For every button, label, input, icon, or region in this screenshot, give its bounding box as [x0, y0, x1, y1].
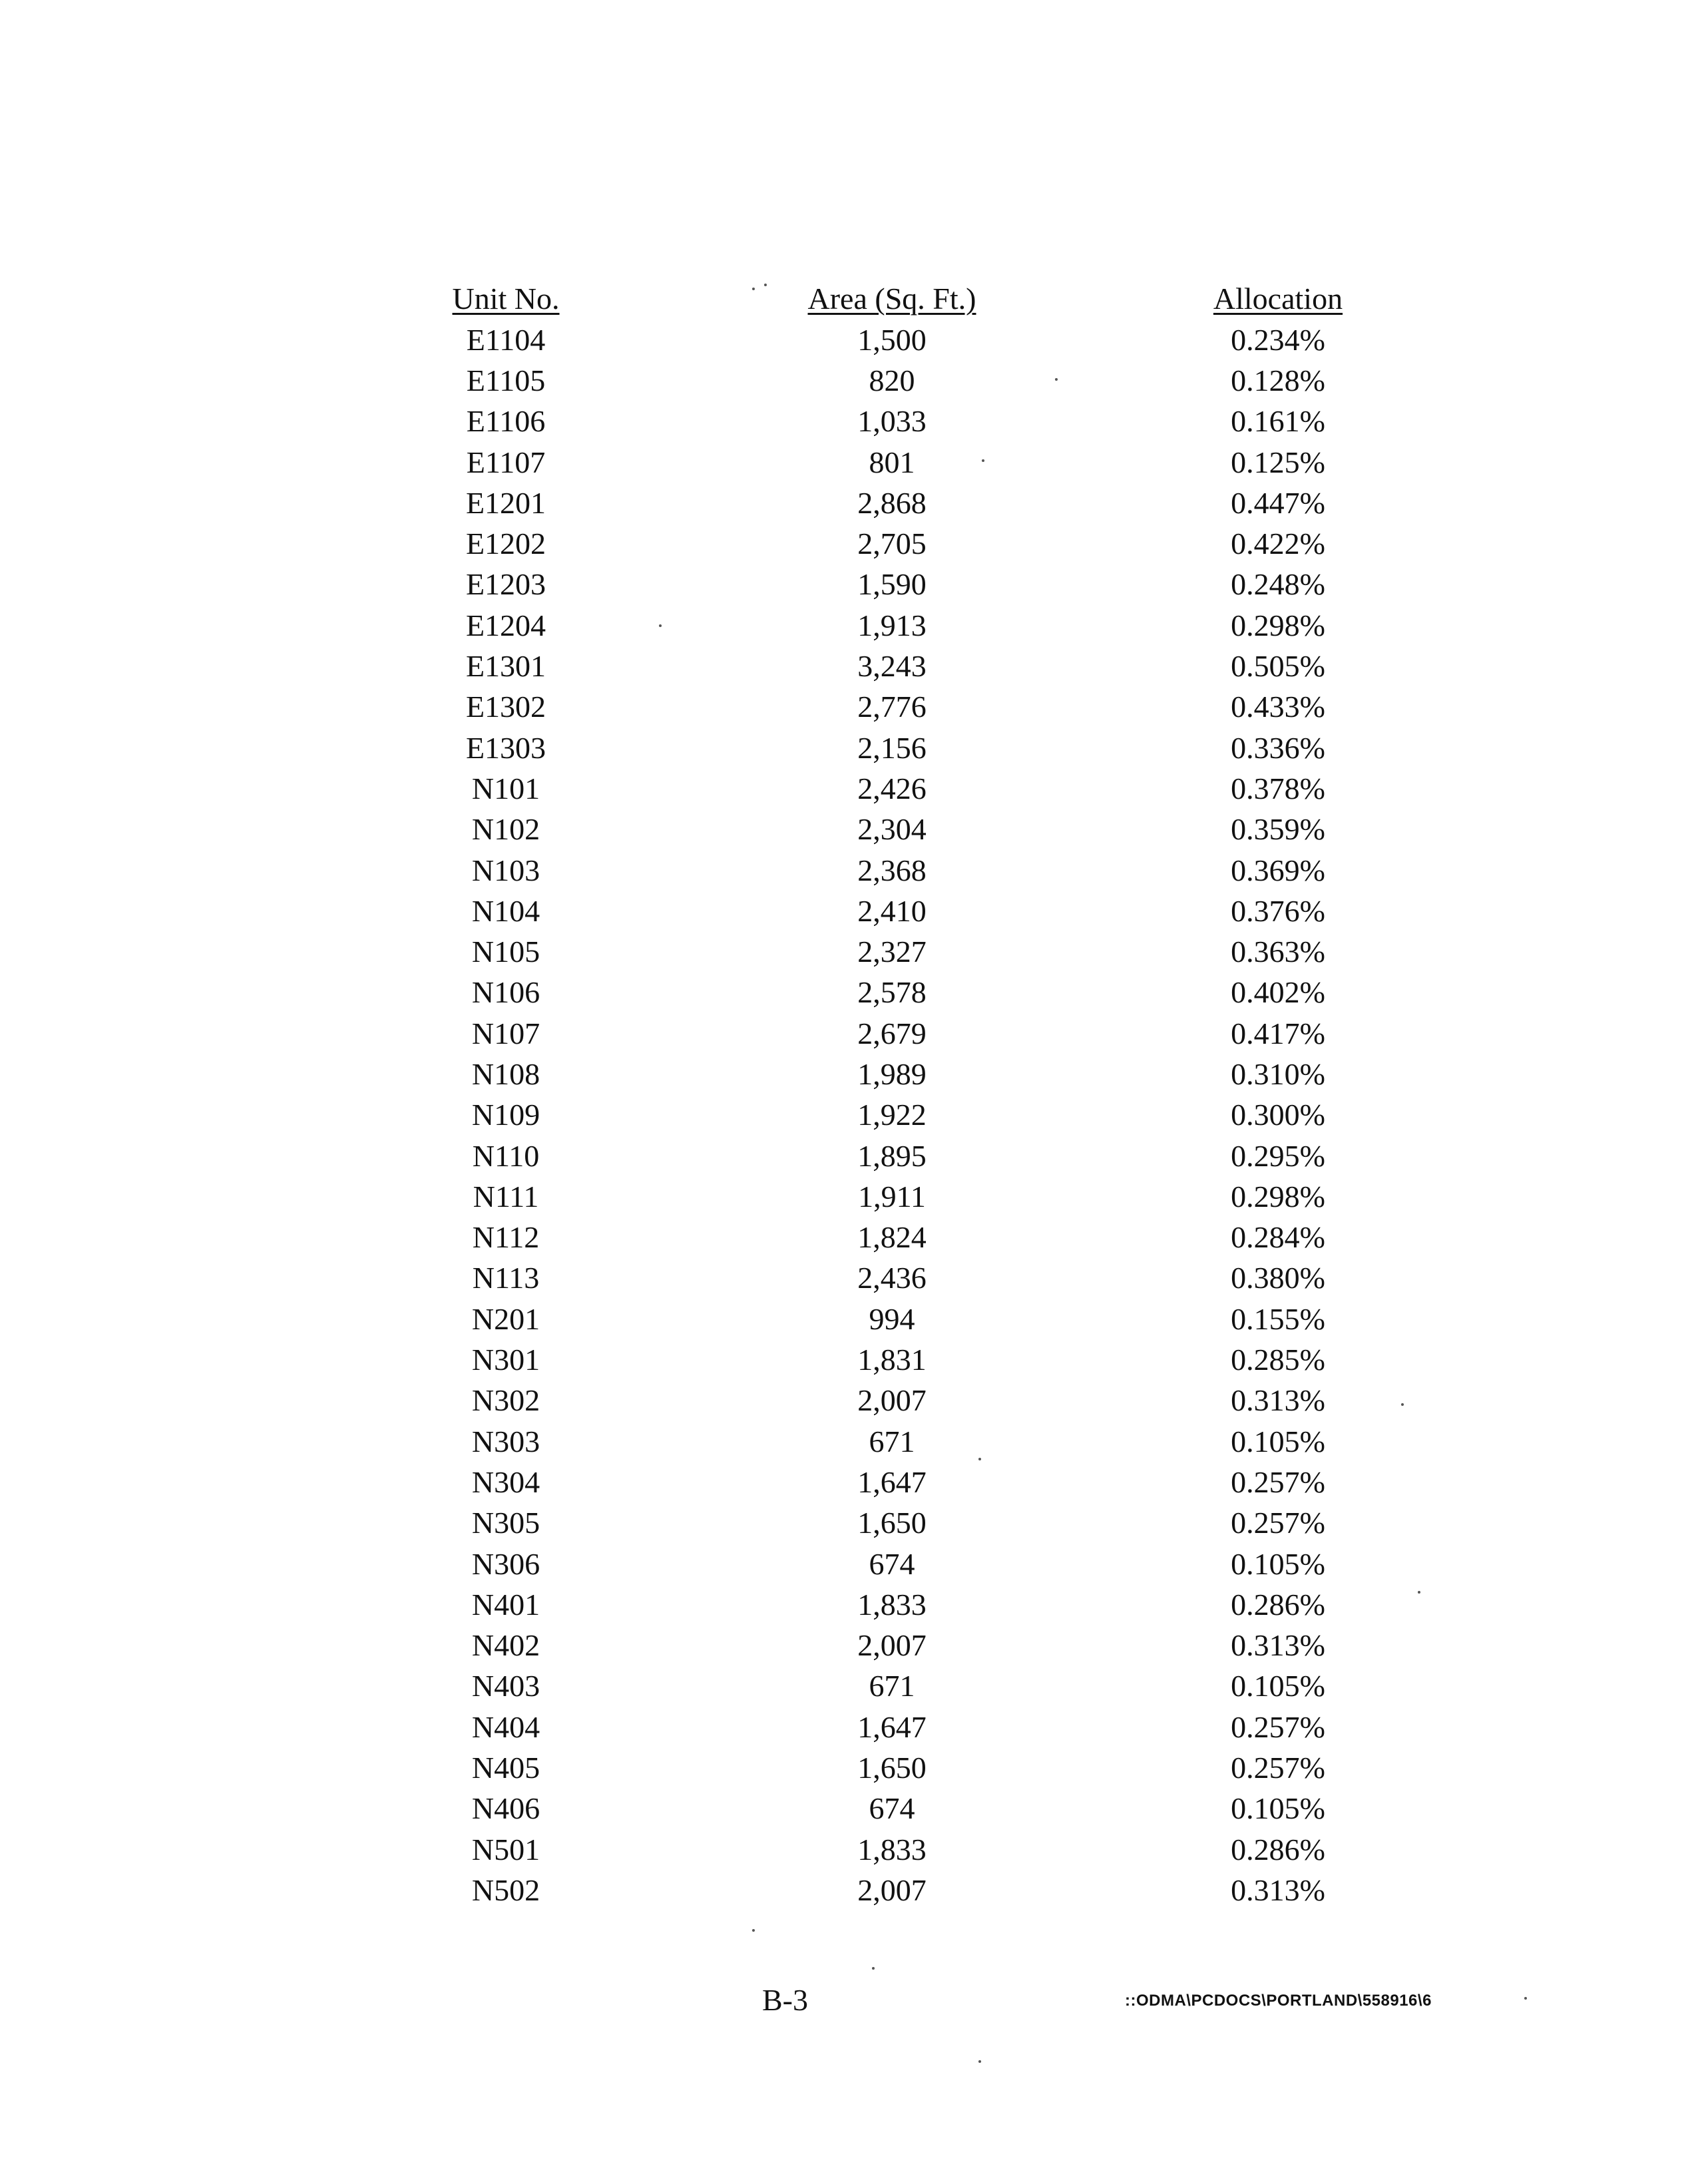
cell-area: 2,776 [857, 690, 927, 724]
table-row [373, 401, 1478, 442]
scan-speck [1401, 1403, 1404, 1406]
cell-unit-no: N301 [471, 1343, 540, 1377]
cell-area: 1,913 [857, 608, 927, 642]
cell-area: 671 [869, 1424, 915, 1458]
cell-area: 2,426 [857, 771, 927, 805]
cell-unit-no: N201 [471, 1301, 540, 1336]
scan-speck [764, 284, 767, 286]
cell-area: 2,436 [857, 1261, 927, 1295]
cell-area: 674 [869, 1546, 915, 1581]
scan-speck [752, 288, 755, 290]
table-row [373, 1136, 1478, 1176]
cell-allocation: 0.313% [1231, 1383, 1325, 1418]
table-row [373, 1747, 1478, 1788]
cell-unit-no: N403 [471, 1669, 540, 1703]
table-row [373, 1707, 1478, 1747]
table-row [373, 1217, 1478, 1258]
cell-allocation: 0.363% [1231, 935, 1325, 969]
cell-area: 801 [869, 445, 915, 479]
header-area: Area (Sq. Ft.) [807, 282, 976, 316]
cell-unit-no: N406 [471, 1791, 540, 1826]
cell-unit-no: N402 [471, 1628, 540, 1663]
cell-unit-no: N404 [471, 1709, 540, 1744]
cell-unit-no: N302 [471, 1383, 540, 1418]
table-row [373, 1013, 1478, 1054]
scan-speck [1418, 1591, 1420, 1594]
cell-allocation: 0.310% [1231, 1056, 1325, 1091]
cell-allocation: 0.257% [1231, 1506, 1325, 1540]
table-row [373, 1339, 1478, 1380]
cell-unit-no: N401 [471, 1587, 540, 1622]
table-row [373, 850, 1478, 891]
cell-area: 1,647 [857, 1464, 927, 1499]
cell-allocation: 0.105% [1231, 1424, 1325, 1458]
cell-allocation: 0.313% [1231, 1628, 1325, 1663]
cell-unit-no: E1106 [466, 404, 546, 439]
table-row [373, 483, 1478, 523]
table-row [373, 1544, 1478, 1584]
table-row [373, 1258, 1478, 1299]
cell-unit-no: N306 [471, 1546, 540, 1581]
cell-unit-no: N106 [471, 975, 540, 1010]
cell-area: 2,304 [857, 812, 927, 847]
cell-unit-no: N108 [471, 1056, 540, 1091]
cell-area: 1,895 [857, 1138, 927, 1173]
cell-allocation: 0.336% [1231, 730, 1325, 765]
cell-allocation: 0.257% [1231, 1709, 1325, 1744]
cell-area: 1,989 [857, 1056, 927, 1091]
cell-unit-no: N113 [472, 1261, 540, 1295]
cell-allocation: 0.105% [1231, 1669, 1325, 1703]
table-body [373, 320, 1478, 1911]
table-row [373, 564, 1478, 605]
cell-allocation: 0.417% [1231, 1016, 1325, 1050]
cell-unit-no: N110 [472, 1138, 540, 1173]
cell-area: 671 [869, 1669, 915, 1703]
cell-unit-no: E1202 [465, 527, 546, 561]
table-row [373, 1421, 1478, 1462]
cell-area: 2,327 [857, 935, 927, 969]
document-path: ::ODMA\PCDOCS\PORTLAND\558916\6 [1125, 1992, 1432, 2010]
cell-allocation: 0.380% [1231, 1261, 1325, 1295]
cell-allocation: 0.433% [1231, 690, 1325, 724]
cell-unit-no: N501 [471, 1832, 540, 1866]
scan-speck [1055, 378, 1058, 381]
cell-allocation: 0.402% [1231, 975, 1325, 1010]
cell-area: 820 [869, 363, 915, 397]
cell-unit-no: N112 [472, 1220, 540, 1255]
cell-allocation: 0.105% [1231, 1546, 1325, 1581]
cell-unit-no: E1104 [466, 322, 546, 357]
cell-allocation: 0.359% [1231, 812, 1325, 847]
table-row [373, 931, 1478, 972]
cell-allocation: 0.284% [1231, 1220, 1325, 1255]
cell-area: 1,033 [857, 404, 927, 439]
cell-allocation: 0.286% [1231, 1832, 1325, 1866]
cell-area: 2,368 [857, 853, 927, 887]
page-number: B-3 [762, 1983, 808, 2017]
cell-allocation: 0.105% [1231, 1791, 1325, 1826]
cell-area: 1,650 [857, 1506, 927, 1540]
cell-unit-no: N104 [471, 893, 540, 928]
cell-area: 2,705 [857, 527, 927, 561]
cell-area: 1,833 [857, 1832, 927, 1866]
cell-area: 1,911 [858, 1179, 926, 1213]
cell-area: 2,007 [857, 1628, 927, 1663]
cell-unit-no: N303 [471, 1424, 540, 1458]
header-allocation: Allocation [1213, 282, 1343, 316]
cell-allocation: 0.505% [1231, 649, 1325, 684]
cell-unit-no: E1302 [465, 690, 546, 724]
cell-allocation: 0.298% [1231, 1179, 1325, 1213]
cell-unit-no: N305 [471, 1506, 540, 1540]
cell-allocation: 0.234% [1231, 322, 1325, 357]
cell-allocation: 0.295% [1231, 1138, 1325, 1173]
cell-allocation: 0.155% [1231, 1301, 1325, 1336]
cell-allocation: 0.369% [1231, 853, 1325, 887]
cell-area: 1,922 [857, 1098, 927, 1132]
table-row [373, 1789, 1478, 1829]
cell-allocation: 0.300% [1231, 1098, 1325, 1132]
table-row [373, 1381, 1478, 1421]
cell-area: 2,007 [857, 1383, 927, 1418]
scan-speck [659, 624, 662, 627]
cell-allocation: 0.447% [1231, 485, 1325, 520]
cell-allocation: 0.313% [1231, 1872, 1325, 1907]
table-row [373, 320, 1478, 360]
cell-allocation: 0.285% [1231, 1343, 1325, 1377]
table-row [373, 768, 1478, 809]
cell-area: 2,578 [857, 975, 927, 1010]
table-row [373, 1626, 1478, 1666]
table-row [373, 891, 1478, 931]
cell-unit-no: E1203 [465, 567, 546, 602]
cell-allocation: 0.161% [1231, 404, 1325, 439]
table-row [373, 605, 1478, 646]
table-row [373, 687, 1478, 728]
cell-unit-no: N111 [473, 1179, 539, 1213]
table-row [373, 973, 1478, 1013]
cell-unit-no: N502 [471, 1872, 540, 1907]
cell-allocation: 0.422% [1231, 527, 1325, 561]
table-row [373, 360, 1478, 401]
cell-unit-no: N405 [471, 1751, 540, 1785]
cell-unit-no: N109 [471, 1098, 540, 1132]
cell-area: 674 [869, 1791, 915, 1826]
cell-unit-no: N107 [471, 1016, 540, 1050]
cell-unit-no: N304 [471, 1464, 540, 1499]
table-row [373, 1095, 1478, 1136]
cell-unit-no: N103 [471, 853, 540, 887]
cell-unit-no: N101 [471, 771, 540, 805]
scan-speck [872, 1967, 875, 1970]
table-row [373, 1666, 1478, 1707]
table-row [373, 809, 1478, 850]
scan-speck [1524, 1997, 1527, 2000]
table-row [373, 523, 1478, 564]
cell-area: 1,833 [857, 1587, 927, 1622]
cell-area: 2,007 [857, 1872, 927, 1907]
scan-speck [752, 1929, 755, 1932]
cell-allocation: 0.376% [1231, 893, 1325, 928]
table-row [373, 728, 1478, 768]
table-row [373, 1462, 1478, 1502]
cell-allocation: 0.128% [1231, 363, 1325, 397]
table-row [373, 1870, 1478, 1910]
table-row [373, 1503, 1478, 1544]
cell-unit-no: E1303 [465, 730, 546, 765]
cell-allocation: 0.286% [1231, 1587, 1325, 1622]
scan-speck [982, 459, 984, 462]
cell-unit-no: N105 [471, 935, 540, 969]
cell-allocation: 0.125% [1231, 445, 1325, 479]
cell-area: 2,868 [857, 485, 927, 520]
cell-unit-no: N102 [471, 812, 540, 847]
cell-unit-no: E1105 [466, 363, 546, 397]
cell-unit-no: E1107 [466, 445, 546, 479]
cell-area: 3,243 [857, 649, 927, 684]
cell-allocation: 0.257% [1231, 1751, 1325, 1785]
table-header-row [373, 278, 1478, 320]
cell-unit-no: E1201 [465, 485, 546, 520]
table-row [373, 1299, 1478, 1339]
cell-area: 2,156 [857, 730, 927, 765]
cell-allocation: 0.378% [1231, 771, 1325, 805]
cell-area: 994 [869, 1301, 915, 1336]
cell-area: 1,831 [857, 1343, 927, 1377]
cell-area: 1,500 [857, 322, 927, 357]
scan-speck [978, 1458, 981, 1460]
cell-unit-no: E1204 [465, 608, 546, 642]
cell-area: 1,824 [857, 1220, 927, 1255]
table-row [373, 1054, 1478, 1094]
allocation-table [373, 278, 1478, 1911]
scan-speck [978, 2060, 981, 2063]
cell-area: 2,679 [857, 1016, 927, 1050]
cell-allocation: 0.248% [1231, 567, 1325, 602]
table-row [373, 1584, 1478, 1625]
cell-area: 1,647 [857, 1709, 927, 1744]
table-row [373, 1176, 1478, 1217]
table-row [373, 1829, 1478, 1870]
cell-area: 1,590 [857, 567, 927, 602]
cell-allocation: 0.257% [1231, 1464, 1325, 1499]
cell-area: 2,410 [857, 893, 927, 928]
header-unit-no: Unit No. [452, 282, 560, 316]
cell-area: 1,650 [857, 1751, 927, 1785]
cell-unit-no: E1301 [465, 649, 546, 684]
table-row [373, 442, 1478, 483]
table-row [373, 646, 1478, 686]
cell-allocation: 0.298% [1231, 608, 1325, 642]
